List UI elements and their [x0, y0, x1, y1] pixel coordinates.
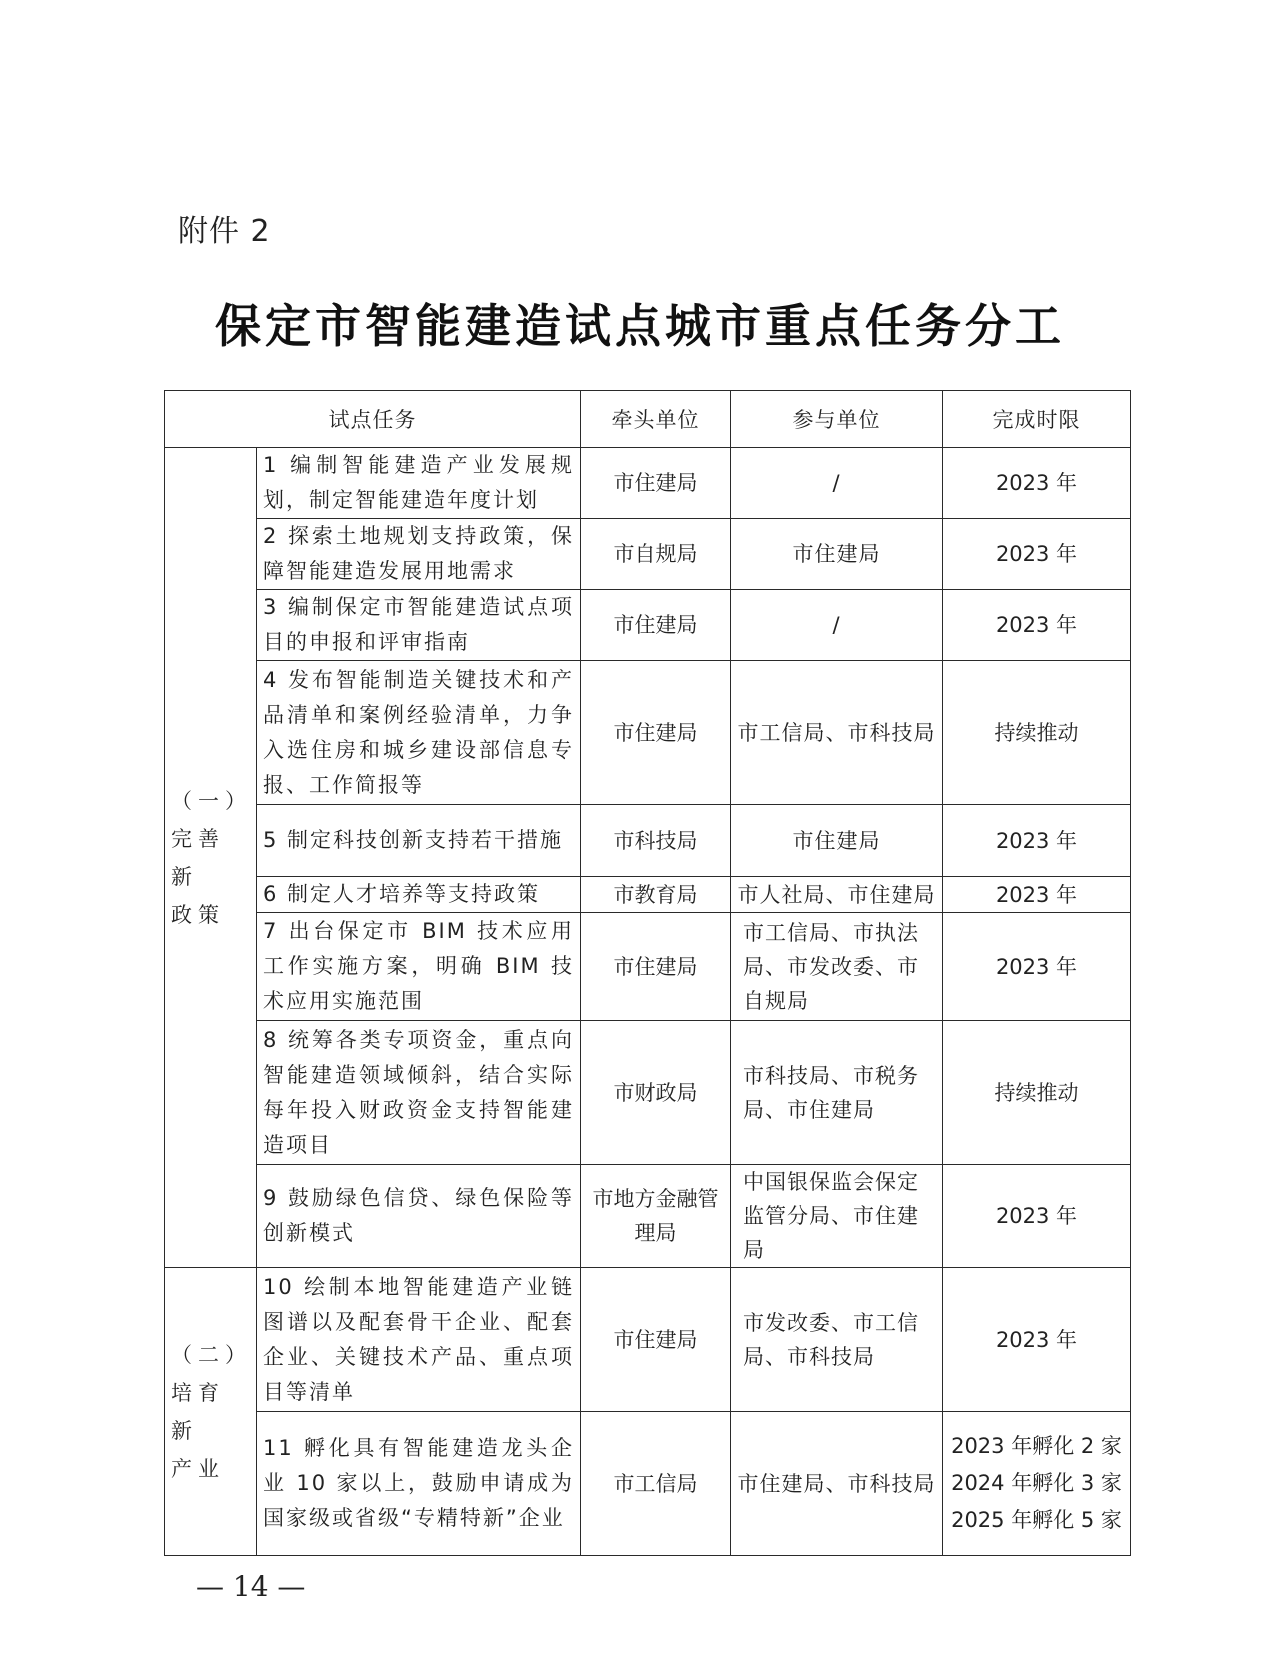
header-task: 试点任务 [165, 391, 581, 448]
deadline-cell: 2023 年 [943, 1268, 1131, 1412]
participants-cell: 市住建局 [731, 519, 943, 590]
deadline-cell: 2023 年 [943, 1165, 1131, 1268]
header-lead: 牵头单位 [581, 391, 731, 448]
table-row [165, 805, 1131, 877]
participants-cell: 市工信局、市科技局 [731, 661, 943, 805]
task-table [164, 390, 1131, 1556]
header-participants: 参与单位 [731, 391, 943, 448]
deadline-cell: 持续推动 [943, 661, 1131, 805]
header-deadline: 完成时限 [943, 391, 1131, 448]
task-cell: 9 鼓励绿色信贷、绿色保险等创新模式 [257, 1165, 581, 1268]
category-cell: （一） 完善新 政策 [165, 448, 257, 1268]
lead-cell: 市住建局 [581, 590, 731, 661]
lead-cell: 市教育局 [581, 877, 731, 913]
lead-cell: 市自规局 [581, 519, 731, 590]
task-cell: 7 出台保定市 BIM 技术应用工作实施方案，明确 BIM 技术应用实施范围 [257, 913, 581, 1021]
participants-cell: 市发改委、市工信局、市科技局 [731, 1268, 943, 1412]
deadline-cell: 2023 年 [943, 877, 1131, 913]
page-number: — 14 — [196, 1570, 306, 1603]
attachment-label: 附件 2 [178, 214, 271, 249]
task-cell: 10 绘制本地智能建造产业链图谱以及配套骨干企业、配套企业、关键技术产品、重点项目等清单 [257, 1268, 581, 1412]
lead-cell: 市科技局 [581, 805, 731, 877]
category-cell: （二） 培育新 产业 [165, 1268, 257, 1556]
table-row [165, 590, 1131, 661]
deadline-cell: 2023 年 [943, 519, 1131, 590]
deadline-cell: 2023 年 [943, 590, 1131, 661]
deadline-cell: 2023 年 [943, 805, 1131, 877]
lead-cell: 市地方金融管理局 [581, 1165, 731, 1268]
lead-cell: 市住建局 [581, 448, 731, 519]
participants-cell: 市住建局、市科技局 [731, 1412, 943, 1556]
participants-cell: 市科技局、市税务局、市住建局 [731, 1021, 943, 1165]
table-header-row [165, 391, 1131, 448]
table-row [165, 877, 1131, 913]
participants-cell: / [731, 590, 943, 661]
deadline-cell: 持续推动 [943, 1021, 1131, 1165]
task-cell: 8 统筹各类专项资金，重点向智能建造领域倾斜，结合实际每年投入财政资金支持智能建造项目 [257, 1021, 581, 1165]
participants-cell: / [731, 448, 943, 519]
participants-cell: 中国银保监会保定监管分局、市住建局 [731, 1165, 943, 1268]
lead-cell: 市住建局 [581, 1268, 731, 1412]
participants-cell: 市人社局、市住建局 [731, 877, 943, 913]
lead-cell: 市住建局 [581, 661, 731, 805]
table-row [165, 913, 1131, 1021]
table-row [165, 1165, 1131, 1268]
task-cell: 2 探索土地规划支持政策，保障智能建造发展用地需求 [257, 519, 581, 590]
task-cell: 5 制定科技创新支持若干措施 [257, 805, 581, 877]
document-title: 保定市智能建造试点城市重点任务分工 [215, 299, 1065, 353]
table-row [165, 1021, 1131, 1165]
task-cell: 1 编制智能建造产业发展规划，制定智能建造年度计划 [257, 448, 581, 519]
lead-cell: 市财政局 [581, 1021, 731, 1165]
participants-cell: 市工信局、市执法局、市发改委、市自规局 [731, 913, 943, 1021]
table-row [165, 1268, 1131, 1412]
deadline-cell: 2023 年 [943, 448, 1131, 519]
table-row [165, 1412, 1131, 1556]
lead-cell: 市工信局 [581, 1412, 731, 1556]
task-cell: 11 孵化具有智能建造龙头企业 10 家以上，鼓励申请成为国家级或省级“专精特新”企业 [257, 1412, 581, 1556]
deadline-cell: 2023 年孵化 2 家 2024 年孵化 3 家 2025 年孵化 5 家 [943, 1412, 1131, 1556]
task-cell: 4 发布智能制造关键技术和产品清单和案例经验清单，力争入选住房和城乡建设部信息专报、工作简报等 [257, 661, 581, 805]
task-cell: 3 编制保定市智能建造试点项目的申报和评审指南 [257, 590, 581, 661]
table-row [165, 448, 1131, 519]
table-row [165, 519, 1131, 590]
participants-cell: 市住建局 [731, 805, 943, 877]
lead-cell: 市住建局 [581, 913, 731, 1021]
deadline-cell: 2023 年 [943, 913, 1131, 1021]
table-row [165, 661, 1131, 805]
task-cell: 6 制定人才培养等支持政策 [257, 877, 581, 913]
